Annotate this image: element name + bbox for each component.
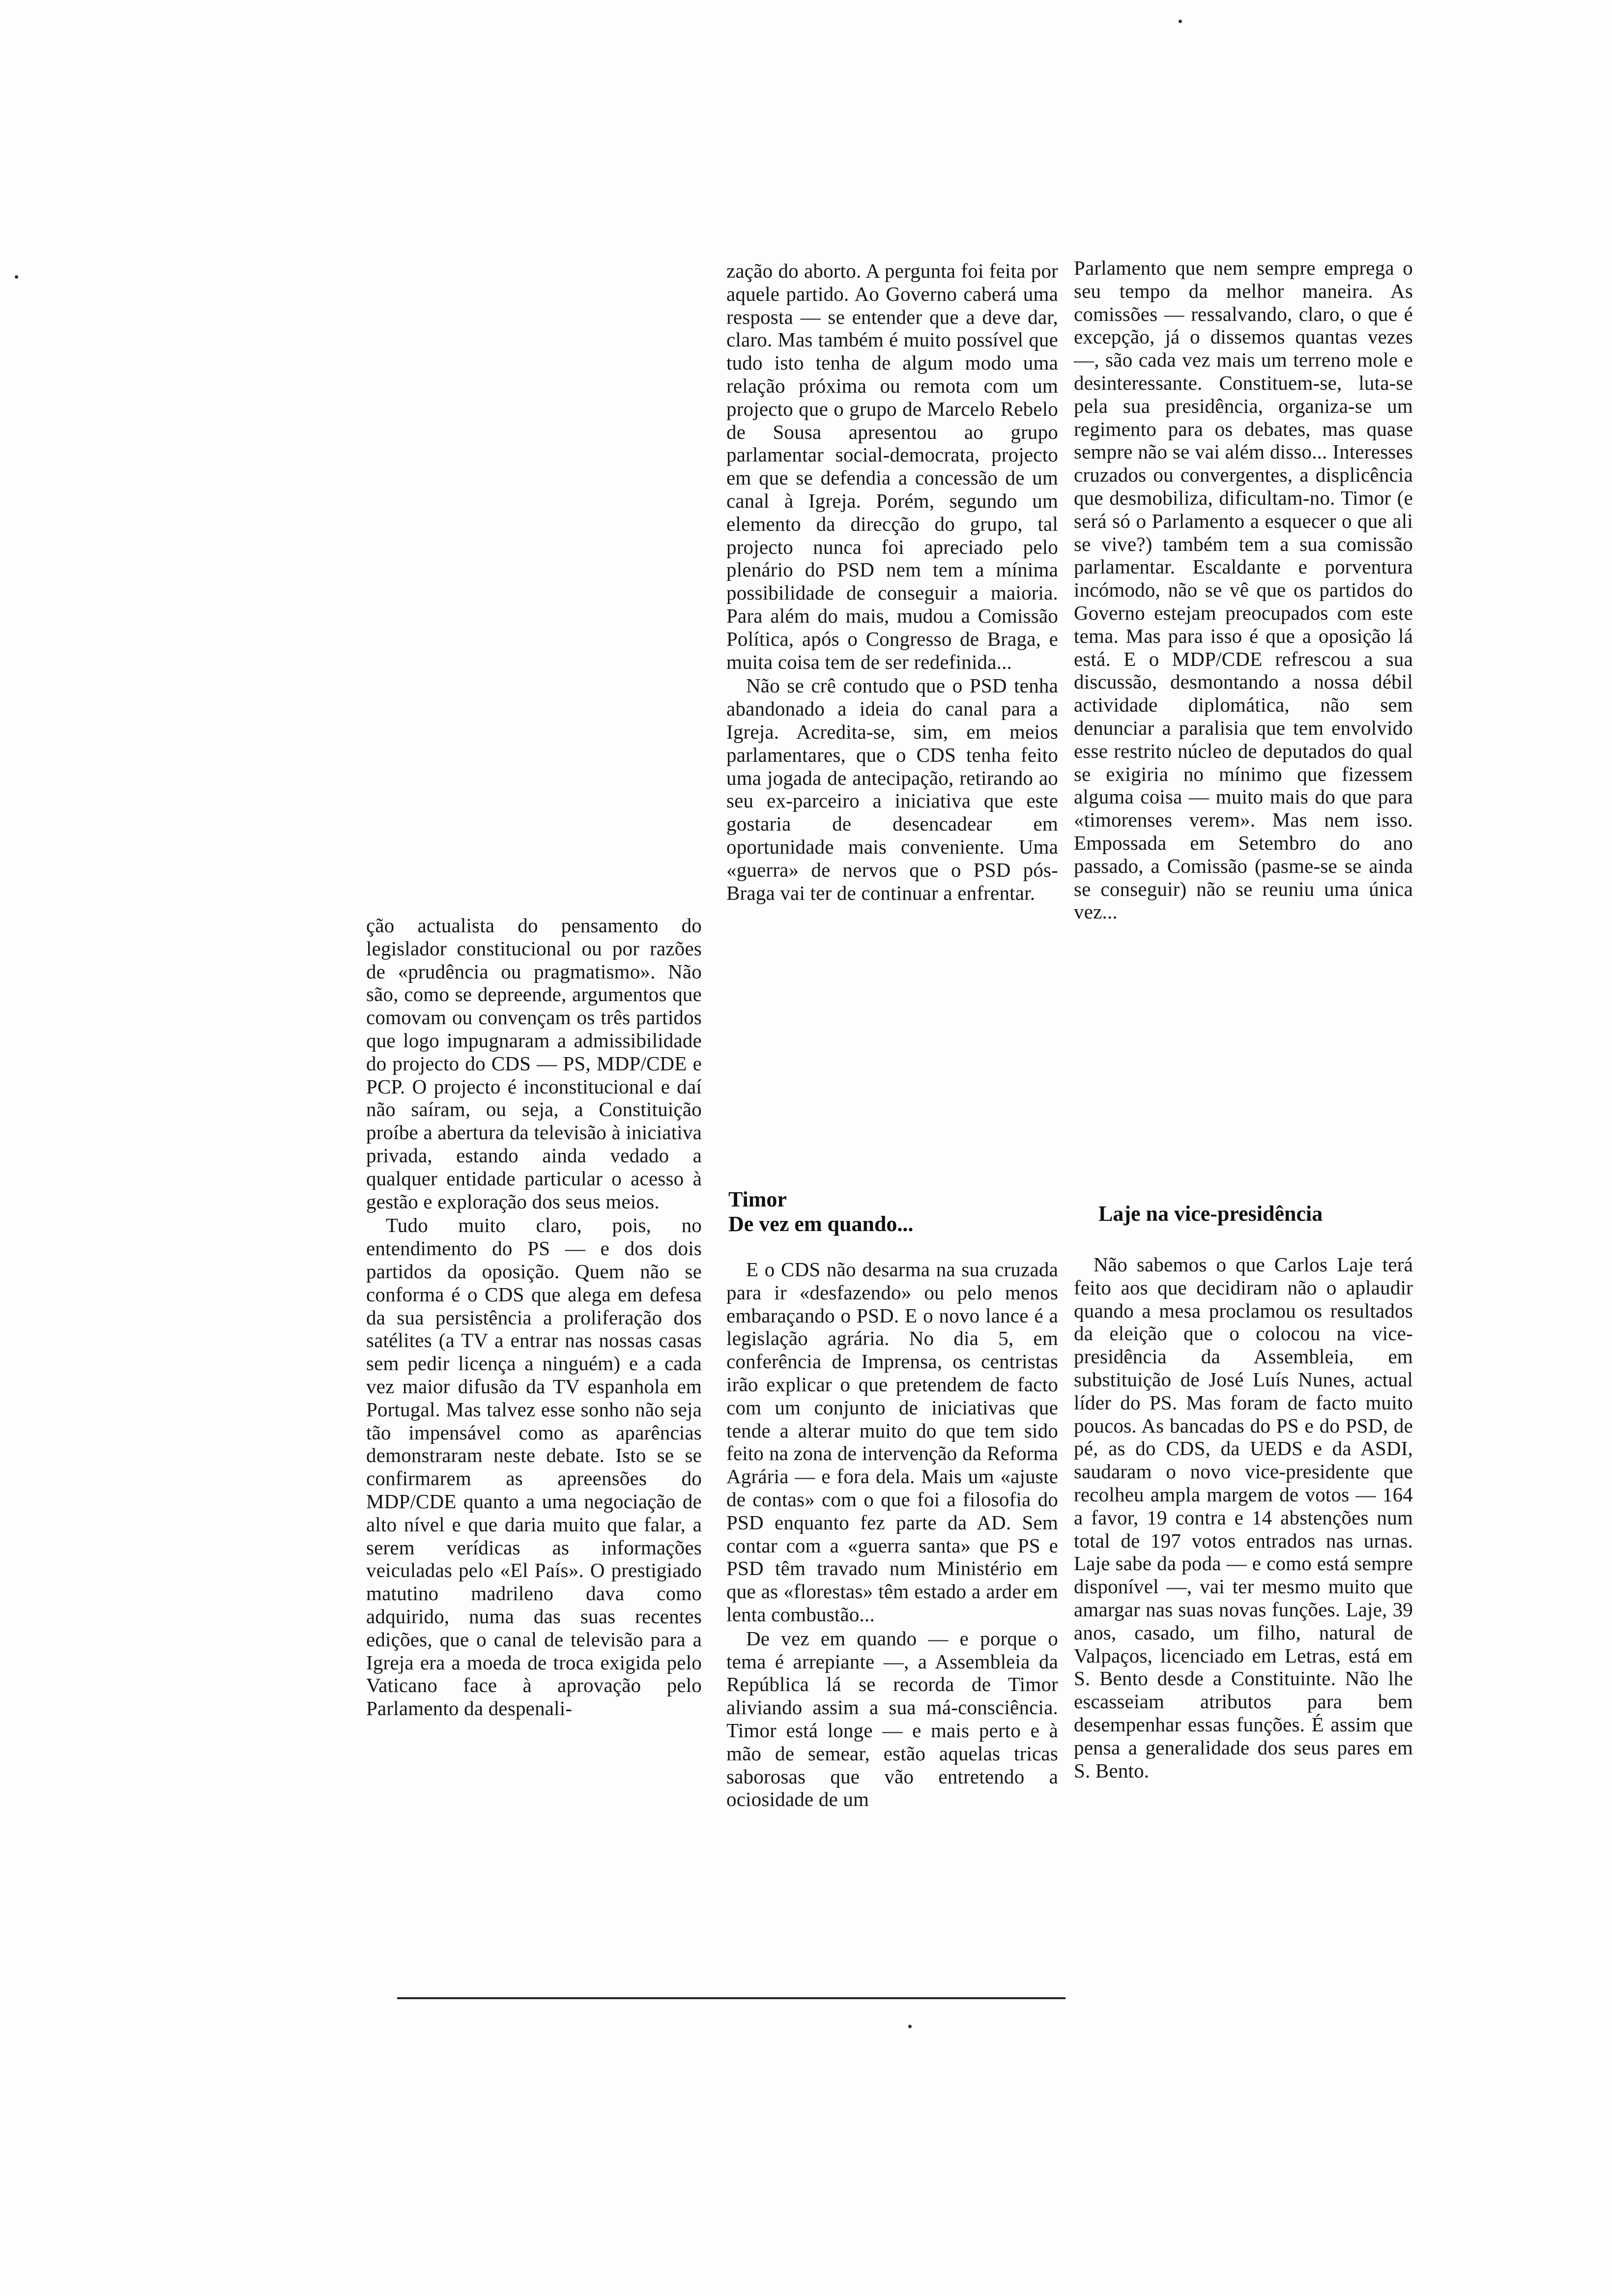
paragraph: ção actualista do pensamento do legislador constitucional ou por razões de «prudência ou pragmatismo». Não são, como se depreende, argumentos que comovam ou convençam os três partidos que logo impugnaram a admissibilidade do projecto do CDS — PS, MDP/CDE e PCP. O projecto é inconstitucional e daí não saíram, ou seja, a Constituição proíbe a abertura da televisão à iniciativa privada, estando ainda vedado a qualquer entidade particular o acesso à gestão e exploração dos seus meios.: [366, 914, 702, 1213]
paragraph: De vez em quando — e porque o tema é arrepiante —, a Assembleia da República lá se recorda de Timor aliviando assim a sua má-consciência. Timor está longe — e mais perto e à mão de semear, estão aquelas tricas saborosas que vão entretendo a ociosidade de um: [726, 1627, 1058, 1811]
article-column-left: [366, 914, 702, 1720]
section-heading-timor: [728, 1187, 1053, 1236]
section-heading-laje: [1098, 1202, 1423, 1226]
paragraph: Não sabemos o que Carlos Laje terá feito aos que decidiram não o aplaudir quando a mesa proclamou os resultados da eleição que o colocou na vice-presidência da Assembleia, em substituição de José Luís Nunes, actual líder do PS. Mas foram de facto muito poucos. As bancadas do PS e do PSD, de pé, as do CDS, da UEDS e da ASDI, saudaram o novo vice-presidente que recolheu ampla margem de votos — 164 a favor, 19 contra e 14 abstenções num total de 197 votos entrados nas urnas. Laje sabe da poda — e como está sempre disponível —, vai ter mesmo muito que amargar nas suas novas funções. Laje, 39 anos, casado, um filho, natural de Valpaços, licenciado em Letras, está em S. Bento desde a Constituinte. Não lhe escasseiam atributos para bem desempenhar essas funções. É assim que pensa a generalidade dos seus pares em S. Bento.: [1074, 1253, 1413, 1782]
heading-line: Laje na vice-presidência: [1098, 1202, 1323, 1226]
scan-speck: [15, 275, 18, 279]
scan-speck: [908, 2025, 912, 2028]
article-column-right: [1074, 257, 1413, 923]
paragraph: Não se crê contudo que o PSD tenha abandonado a ideia do canal para a Igreja. Acredita-se, sim, em meios parlamentares, que o CDS tenha feito uma jogada de antecipação, retirando ao seu ex-parceiro a iniciativa que este gostaria de desencadear em oportunidade mais conveniente. Uma «guerra» de nervos que o PSD pós-Braga vai ter de continuar a enfrentar.: [726, 674, 1058, 904]
article-column-right-lower: [1074, 1253, 1413, 1782]
bottom-rule: [397, 1997, 1065, 1999]
heading-line: Timor: [728, 1187, 787, 1211]
heading-line: De vez em quando...: [728, 1212, 914, 1236]
scan-speck: [1179, 20, 1182, 23]
paragraph: Parlamento que nem sempre emprega o seu tempo da melhor maneira. As comissões — ressalvando, claro, o que é excepção, já o dissemos quantas vezes —, são cada vez mais um terreno mole e desinteressante. Constituem-se, luta-se pela sua presidência, organiza-se um regimento para os debates, mas quase sempre não se vai além disso... Interesses cruzados ou convergentes, a displicência que desmobiliza, dificultam-no. Timor (e será só o Parlamento a esquecer o que ali se vive?) também tem a sua comissão parlamentar. Escaldante e porventura incómodo, não se vê que os partidos do Governo estejam preocupados com este tema. Mas para isso é que a oposição lá está. E o MDP/CDE refrescou a sua discussão, desmontando a nossa débil actividade diplomática, não sem denunciar a paralisia que tem envolvido esse restrito núcleo de deputados do qual se exigiria no mínimo que fizessem alguma coisa — muito mais do que para «timorenses verem». Mas nem isso. Empossada em Setembro do ano passado, a Comissão (pasme-se se ainda se conseguir) não se reuniu uma única vez...: [1074, 257, 1413, 923]
article-column-middle-lower: [726, 1258, 1058, 1811]
paragraph: Tudo muito claro, pois, no entendimento do PS — e dos dois partidos da oposição. Quem não se conforma é o CDS que alega em defesa da sua persistência a proliferação dos satélites (a TV a entrar nas nossas casas sem pedir licença a ninguém) e a cada vez maior difusão da TV espanhola em Portugal. Mas talvez esse sonho não seja tão impensável como as aparências demonstraram neste debate. Isto se se confirmarem as apreensões do MDP/CDE quanto a uma negociação de alto nível e que daria muito que falar, a serem verídicas as informações veiculadas pelo «El País». O prestigiado matutino madrileno dava como adquirido, numa das suas recentes edições, que o canal de televisão para a Igreja era a moeda de troca exigida pelo Vaticano face à aprovação pelo Parlamento da despenali-: [366, 1214, 702, 1720]
paragraph: E o CDS não desarma na sua cruzada para ir «desfazendo» ou pelo menos embaraçando o PSD. E o novo lance é a legislação agrária. No dia 5, em conferência de Imprensa, os centristas irão explicar o que pretendem de facto com um conjunto de iniciativas que tende a alterar muito do que tem sido feito na zona de intervenção da Reforma Agrária — e fora dela. Mais um «ajuste de contas» com o que foi a filosofia do PSD enquanto fez parte da AD. Sem contar com a «guerra santa» que PS e PSD têm travado num Ministério em que as «florestas» têm estado a arder em lenta combustão...: [726, 1258, 1058, 1626]
paragraph: zação do aborto. A pergunta foi feita por aquele partido. Ao Governo caberá uma resposta — se entender que a deve dar, claro. Mas também é muito possível que tudo isto tenha de algum modo uma relação próxima ou remota com um projecto que o grupo de Marcelo Rebelo de Sousa apresentou ao grupo parlamentar social-democrata, projecto em que se defendia a concessão de um canal à Igreja. Porém, segundo um elemento da direcção do grupo, tal projecto nunca foi apreciado pelo plenário do PSD nem tem a mínima possibilidade de conseguir a maioria. Para além do mais, mudou a Comissão Política, após o Congresso de Braga, e muita coisa tem de ser redefinida...: [726, 259, 1058, 673]
article-column-middle: [726, 259, 1058, 904]
